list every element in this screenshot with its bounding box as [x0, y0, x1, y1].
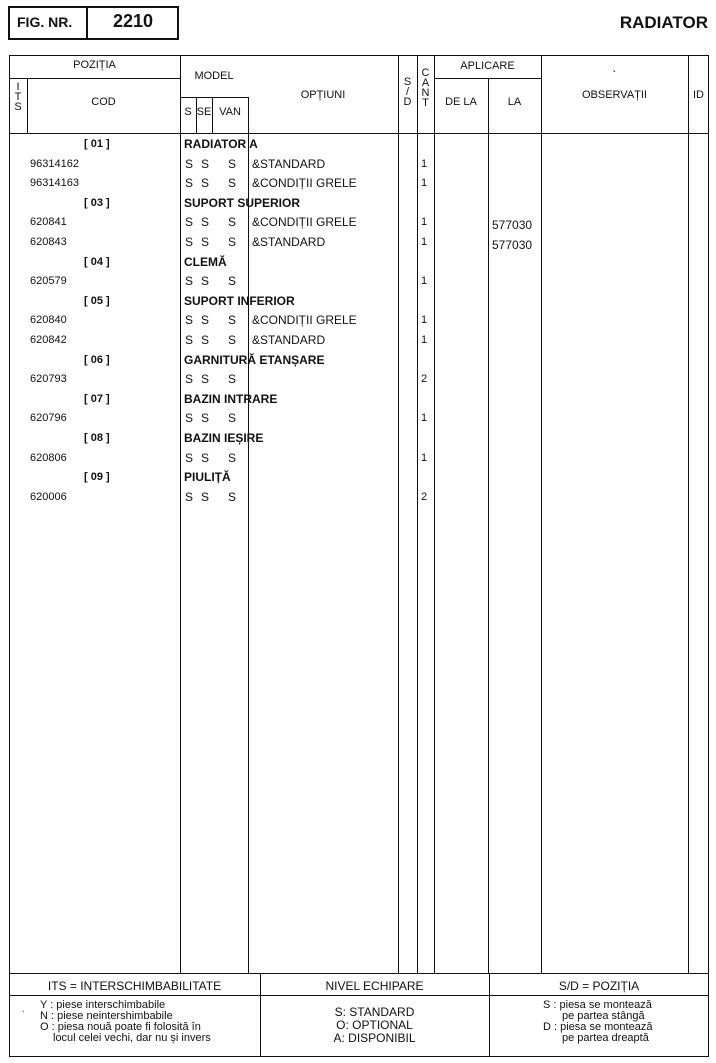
- legend-sd-item: D : piesa se montează: [543, 1021, 653, 1033]
- header-model: MODEL: [194, 70, 234, 82]
- header-its-letter: I: [16, 81, 20, 93]
- part-code: 620806: [30, 452, 67, 464]
- legend-nivel-item: O: OPTIONAL: [336, 1018, 413, 1032]
- grid-line: [9, 995, 709, 996]
- legend-nivel-item: A: DISPONIBIL: [333, 1031, 416, 1045]
- position-number: [ 07 ]: [84, 393, 110, 405]
- header-sd-char: S: [403, 76, 412, 88]
- legend-nivel-item: S: STANDARD: [334, 1005, 415, 1019]
- model-s-flag: S: [185, 490, 194, 504]
- position-number: [ 06 ]: [84, 354, 110, 366]
- model-se-flag: S: [201, 411, 210, 425]
- page-title: RADIATOR: [619, 13, 708, 32]
- position-number: [ 09 ]: [84, 471, 110, 483]
- header-its: [9, 82, 27, 112]
- header-model-se: SE: [196, 106, 212, 118]
- quantity-value: 2: [421, 491, 428, 503]
- model-se-flag: S: [201, 490, 210, 504]
- part-group-name: BAZIN IEȘIRE: [184, 431, 264, 445]
- quantity-value: 1: [421, 412, 428, 424]
- model-van-flag: S: [228, 274, 237, 288]
- part-group-name: PIULIȚĂ: [184, 470, 231, 484]
- model-s-flag: S: [185, 215, 194, 229]
- grid-line: [541, 55, 542, 973]
- legend-its-item: Y : piese interschimbabile: [40, 999, 166, 1011]
- header-cant-letter: A: [421, 77, 430, 89]
- model-se-flag: S: [201, 235, 210, 249]
- position-number: [ 04 ]: [84, 256, 110, 268]
- grid-line: [9, 133, 709, 134]
- model-s-flag: S: [185, 372, 194, 386]
- part-group-name: RADIATOR A: [184, 137, 258, 151]
- part-code: 96314163: [30, 177, 79, 189]
- model-se-flag: S: [201, 274, 210, 288]
- quantity-value: 1: [421, 452, 428, 464]
- part-group-name: GARNITURĂ ETANȘARE: [184, 353, 325, 367]
- quantity-value: 1: [421, 314, 428, 326]
- model-se-flag: S: [201, 176, 210, 190]
- grid-line: [248, 97, 249, 973]
- grid-line: [434, 55, 435, 973]
- quantity-value: 1: [421, 158, 428, 170]
- header-cant-letter: N: [421, 87, 430, 99]
- part-code: 620579: [30, 275, 67, 287]
- model-s-flag: S: [185, 313, 194, 327]
- model-van-flag: S: [228, 411, 237, 425]
- legend-nivel-title: NIVEL ECHIPARE: [325, 979, 424, 993]
- model-s-flag: S: [185, 274, 194, 288]
- header-model-s: S: [184, 106, 192, 118]
- grid-line: [488, 78, 489, 973]
- legend-its-item: O : piesa nouă poate fi folosită în: [40, 1021, 201, 1033]
- position-number: [ 01 ]: [84, 138, 110, 150]
- header-cant-letter: C: [421, 67, 430, 79]
- header-mark: ˎ: [612, 61, 617, 73]
- legend-tick-mark: ˎ: [22, 1002, 25, 1012]
- figure-number: 2210: [113, 11, 154, 31]
- grid-line: [180, 97, 248, 98]
- part-code: 620793: [30, 373, 67, 385]
- model-van-flag: S: [228, 215, 237, 229]
- model-s-flag: S: [185, 235, 194, 249]
- applies-to-la: 577030: [492, 218, 533, 232]
- grid-line: [434, 78, 541, 79]
- header-pozitia: POZIȚIA: [73, 59, 116, 71]
- model-se-flag: S: [201, 313, 210, 327]
- header-model-van: VAN: [219, 106, 241, 118]
- header-aplicare: APLICARE: [460, 60, 515, 72]
- part-group-name: BAZIN INTRARE: [184, 392, 278, 406]
- part-code: 620840: [30, 314, 67, 326]
- position-number: [ 03 ]: [84, 197, 110, 209]
- model-se-flag: S: [201, 157, 210, 171]
- header-optiuni: OPȚIUNI: [300, 89, 346, 101]
- legend-its-title: ITS = INTERSCHIMBABILITATE: [47, 979, 222, 993]
- parts-table: [9, 55, 709, 1057]
- model-se-flag: S: [201, 333, 210, 347]
- part-code: 620841: [30, 216, 67, 228]
- model-se-flag: S: [201, 372, 210, 386]
- header-de-la: DE LA: [445, 96, 477, 108]
- header-sd: [398, 77, 417, 107]
- part-code: 620842: [30, 334, 67, 346]
- option-value: &STANDARD: [252, 235, 326, 249]
- model-van-flag: S: [228, 372, 237, 386]
- grid-line: [9, 973, 709, 974]
- model-van-flag: S: [228, 451, 237, 465]
- legend-its-item: N : piese neintershimbabile: [40, 1010, 173, 1022]
- applies-to-la: 577030: [492, 238, 533, 252]
- legend-sd-item: pe partea dreaptă: [562, 1032, 649, 1044]
- grid-line: [417, 55, 418, 973]
- position-number: [ 08 ]: [84, 432, 110, 444]
- figure-box-divider: [86, 6, 88, 40]
- model-s-flag: S: [185, 411, 194, 425]
- legend-sd-title: S/D = POZIȚIA: [558, 979, 640, 993]
- header-sd-char: /: [405, 86, 410, 98]
- quantity-value: 1: [421, 236, 428, 248]
- position-number: [ 05 ]: [84, 295, 110, 307]
- part-group-name: CLEMĂ: [184, 255, 227, 269]
- header-la: LA: [507, 96, 522, 108]
- header-cant: [417, 68, 434, 108]
- header-sd-char: D: [403, 96, 412, 108]
- grid-line: [398, 55, 399, 973]
- part-code: 620006: [30, 491, 67, 503]
- model-s-flag: S: [185, 333, 194, 347]
- part-code: 620796: [30, 412, 67, 424]
- grid-line: [180, 55, 181, 973]
- part-group-name: SUPORT SUPERIOR: [184, 196, 301, 210]
- part-group-name: SUPORT INFERIOR: [184, 294, 295, 308]
- option-value: &CONDIȚII GRELE: [252, 215, 357, 229]
- part-code: 96314162: [30, 158, 79, 170]
- quantity-value: 1: [421, 275, 428, 287]
- model-van-flag: S: [228, 176, 237, 190]
- option-value: &STANDARD: [252, 333, 326, 347]
- model-van-flag: S: [228, 313, 237, 327]
- model-se-flag: S: [201, 451, 210, 465]
- model-van-flag: S: [228, 157, 237, 171]
- model-van-flag: S: [228, 490, 237, 504]
- figure-label: FIG. NR.: [17, 14, 73, 30]
- quantity-value: 1: [421, 177, 428, 189]
- grid-line: [688, 55, 689, 973]
- header-cod: COD: [91, 96, 116, 108]
- quantity-value: 2: [421, 373, 428, 385]
- header-cant-letter: T: [422, 97, 429, 109]
- header-observatii: OBSERVAȚII: [581, 89, 647, 101]
- grid-line: [9, 78, 180, 79]
- model-se-flag: S: [201, 215, 210, 229]
- model-s-flag: S: [185, 176, 194, 190]
- model-van-flag: S: [228, 333, 237, 347]
- option-value: &STANDARD: [252, 157, 326, 171]
- header-its-letter: T: [14, 91, 22, 103]
- legend-sd-item: pe partea stângă: [562, 1010, 645, 1022]
- part-code: 620843: [30, 236, 67, 248]
- model-s-flag: S: [185, 451, 194, 465]
- legend-nivel-list: [260, 1006, 489, 1045]
- quantity-value: 1: [421, 334, 428, 346]
- option-value: &CONDIȚII GRELE: [252, 313, 357, 327]
- legend-sd-item: S : piesa se montează: [543, 999, 652, 1011]
- header-id: ID: [693, 89, 704, 101]
- model-van-flag: S: [228, 235, 237, 249]
- quantity-value: 1: [421, 216, 428, 228]
- model-s-flag: S: [185, 157, 194, 171]
- legend-its-item: locul celei vechi, dar nu și invers: [53, 1032, 211, 1044]
- option-value: &CONDIȚII GRELE: [252, 176, 357, 190]
- header-its-letter: S: [14, 101, 22, 113]
